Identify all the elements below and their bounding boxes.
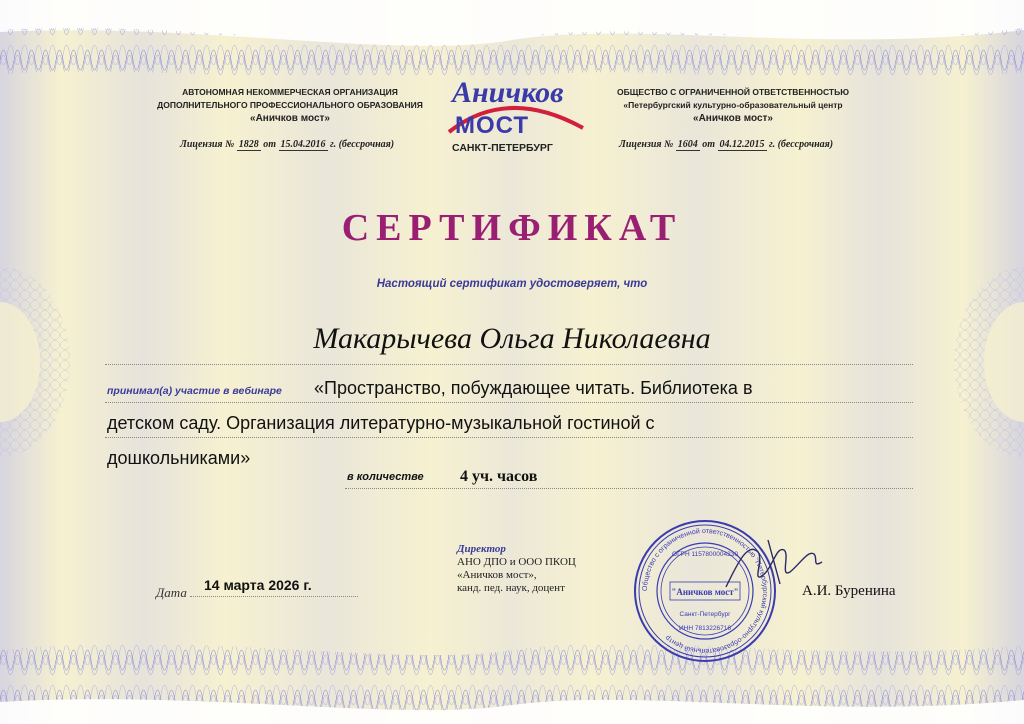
- logo: [447, 76, 587, 158]
- stamp-inn: ИНН 7813226716: [678, 625, 732, 632]
- right-license-suffix: г. (бессрочная): [769, 139, 834, 150]
- right-org-line2: «Петербургский культурно-образовательный центр: [623, 100, 843, 110]
- left-org-line3: «Аничков мост»: [250, 113, 330, 124]
- certificate-subtitle: Настоящий сертификат удостоверяет, что: [376, 278, 648, 290]
- right-org-line1: ОБЩЕСТВО С ОГРАНИЧЕННОЙ ОТВЕТСТВЕННОСТЬЮ: [617, 87, 849, 97]
- left-license-from: от: [263, 139, 277, 150]
- logo-city: САНКТ-ПЕТЕРБУРГ: [452, 142, 553, 154]
- left-org-line2: ДОПОЛНИТЕЛЬНОГО ПРОФЕССИОНАЛЬНОГО ОБРАЗОВАНИЯ: [157, 100, 423, 110]
- logo-word: МОСТ: [455, 112, 530, 139]
- right-org-line3: «Аничков мост»: [693, 113, 773, 124]
- topic-underline-1: [105, 402, 913, 403]
- right-license: [619, 139, 833, 150]
- left-license-prefix: Лицензия №: [180, 139, 235, 150]
- stamp-center-text: "Аничков мост": [671, 587, 739, 597]
- logo-script: Аничков: [452, 76, 564, 109]
- date-value: 14 марта 2026 г.: [204, 577, 312, 593]
- left-license: [180, 139, 394, 150]
- quantity-value: 4 уч. часов: [460, 468, 538, 485]
- right-org-block: [608, 86, 858, 125]
- date-underline: [190, 596, 358, 597]
- director-block: [457, 543, 576, 595]
- signer-name: А.И. Буренина: [802, 583, 896, 599]
- right-license-number: 1604: [677, 139, 698, 150]
- stamp-city: Санкт-Петербург: [679, 611, 731, 618]
- right-license-prefix: Лицензия №: [619, 139, 674, 150]
- recipient-name: Макарычева Ольга Николаевна: [313, 322, 711, 355]
- right-license-from: от: [702, 139, 716, 150]
- director-line4: канд. пед. наук, доцент: [457, 582, 565, 594]
- stamp-ogrn: ОГРН 1157800004230: [672, 551, 738, 558]
- topic-line-1: «Пространство, побуждающее читать. Библиотека в: [314, 378, 753, 398]
- director-line3: «Аничков мост»,: [457, 569, 537, 581]
- director-role: Директор: [457, 543, 506, 555]
- date-label: Дата: [156, 585, 187, 600]
- quantity-label: в количестве: [347, 471, 424, 483]
- topic-underline-2: [105, 437, 913, 438]
- left-org-line1: АВТОНОМНАЯ НЕКОММЕРЧЕСКАЯ ОРГАНИЗАЦИЯ: [182, 87, 398, 97]
- left-license-suffix: г. (бессрочная): [330, 139, 395, 150]
- topic-line-2: детском саду. Организация литературно-музыкальной гостиной с: [107, 413, 655, 433]
- left-org-block: [155, 86, 425, 125]
- left-license-number: 1828: [238, 139, 259, 150]
- director-line2: АНО ДПО и ООО ПКОЦ: [457, 556, 576, 568]
- participation-label: принимал(а) участие в вебинаре: [107, 385, 282, 397]
- left-license-date: 15.04.2016: [280, 139, 326, 150]
- topic-line-3: дошкольниками»: [107, 448, 251, 468]
- certificate-title: СЕРТИФИКАТ: [341, 207, 683, 249]
- stamp-ring-text: Общество с ограниченной ответственностью "Петербургский культурно-образовательный центр: [641, 527, 769, 655]
- quantity-underline: [345, 488, 913, 489]
- right-license-date: 04.12.2015: [719, 139, 765, 150]
- recipient-underline: [105, 364, 913, 365]
